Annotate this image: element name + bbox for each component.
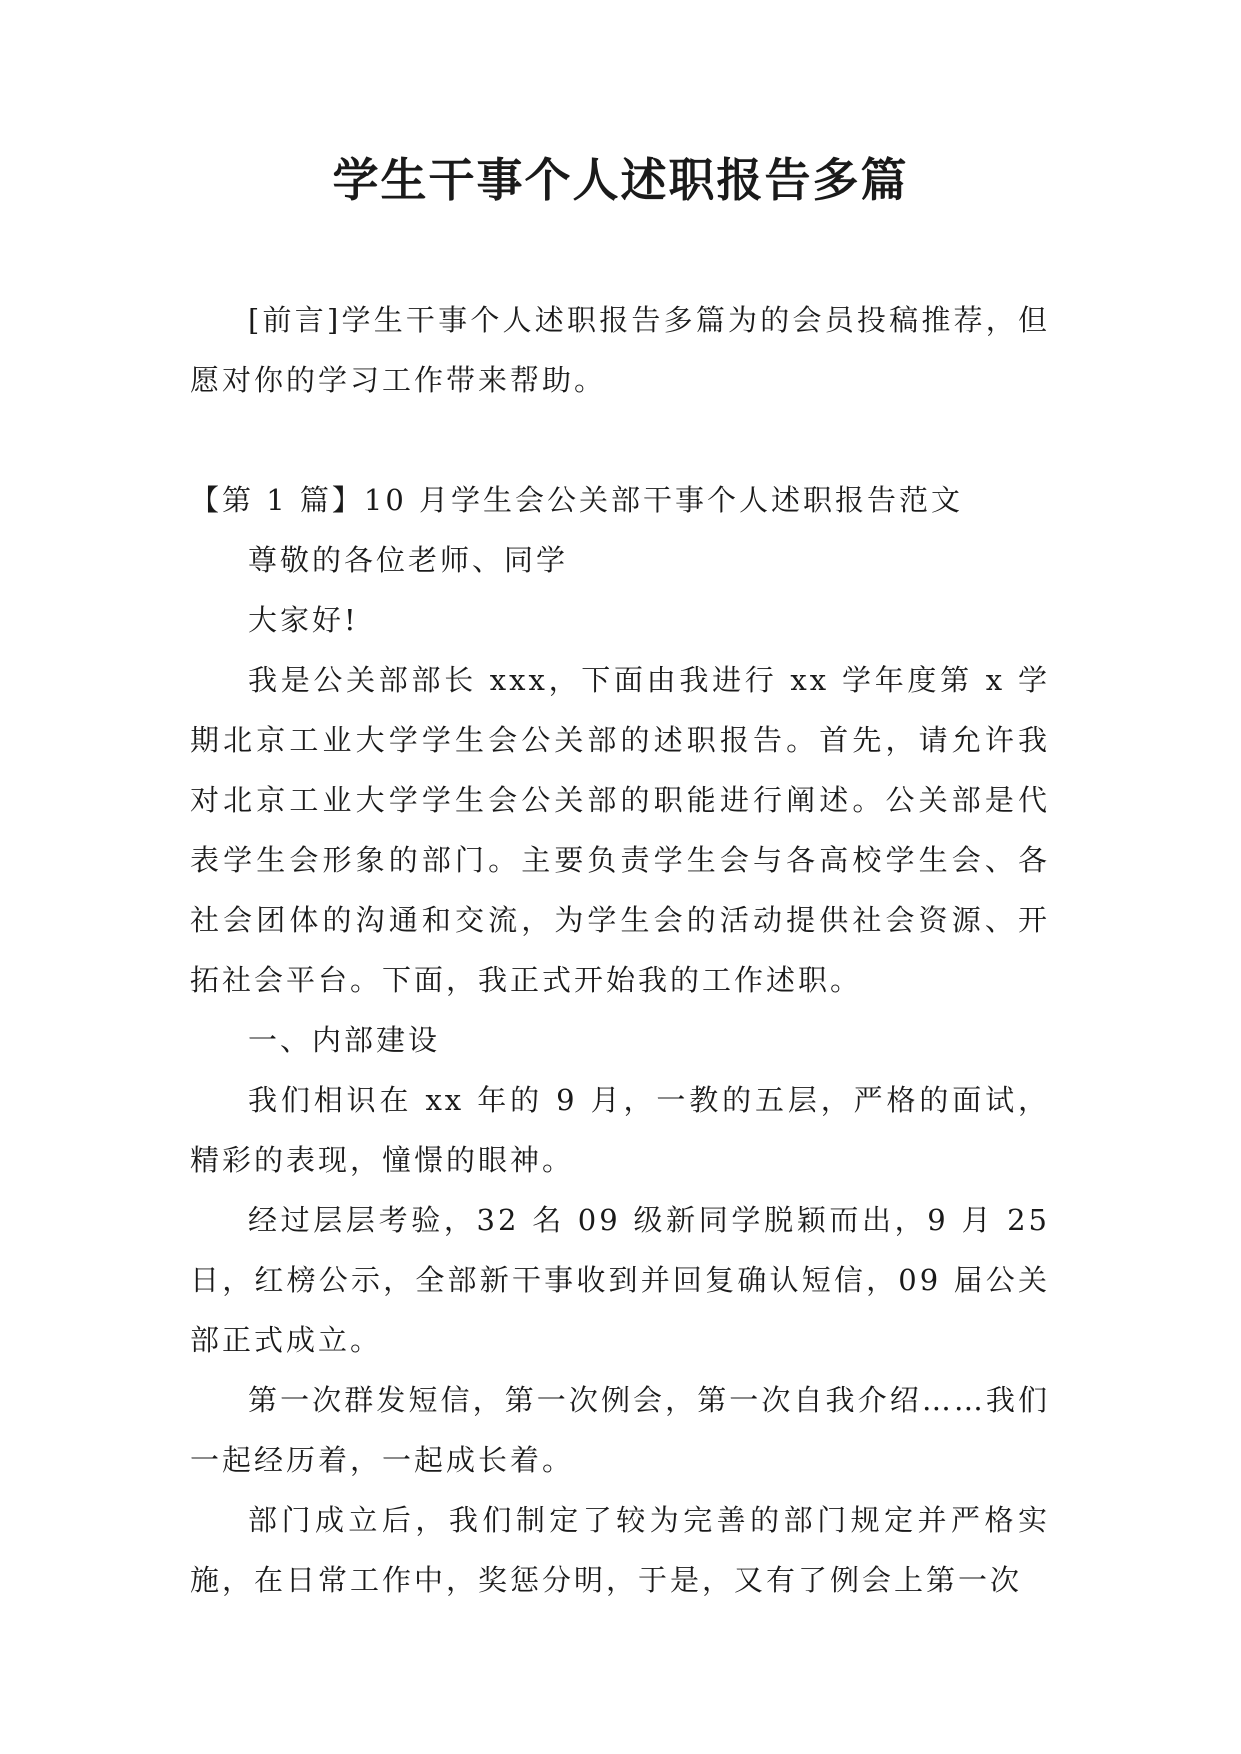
preface-paragraph: [前言]学生干事个人述职报告多篇为的会员投稿推荐，但愿对你的学习工作带来帮助。	[190, 303, 1050, 397]
document-title: 学生干事个人述职报告多篇	[332, 153, 909, 207]
intro-paragraph: 我是公关部部长 xxx，下面由我进行 xx 学年度第 x 学期北京工业大学学生会公关部的述职报告。首先，请允许我对北京工业大学学生会公关部的职能进行阐述。公关部是代表学生会形象的部门。主要负责学生会与各高校学生会、各社会团体的沟通和交流，为学生会的活动提供社会资源、开拓社会平台。下面，我正式开始我的工作述职。	[190, 663, 1050, 997]
body-paragraph: 部门成立后，我们制定了较为完善的部门规定并严格实施，在日常工作中，奖惩分明，于是，又有了例会上第一次	[190, 1503, 1050, 1597]
body-paragraph: 经过层层考验，32 名 09 级新同学脱颖而出，9 月 25 日，红榜公示，全部新干事收到并回复确认短信，09 届公关部正式成立。	[190, 1203, 1050, 1357]
section-heading: 【第 1 篇】10 月学生会公关部干事个人述职报告范文	[190, 483, 964, 517]
subsection-heading: 一、内部建设	[248, 1023, 441, 1057]
document-body	[190, 290, 1050, 1610]
body-paragraph: 第一次群发短信，第一次例会，第一次自我介绍……我们一起经历着，一起成长着。	[190, 1383, 1050, 1477]
body-paragraph: 我们相识在 xx 年的 9 月，一教的五层，严格的面试，精彩的表现，憧憬的眼神。	[190, 1083, 1050, 1177]
salutation-paragraph: 大家好!	[248, 603, 359, 637]
section-spacer	[190, 410, 1050, 470]
greeting-paragraph: 尊敬的各位老师、同学	[248, 543, 569, 577]
